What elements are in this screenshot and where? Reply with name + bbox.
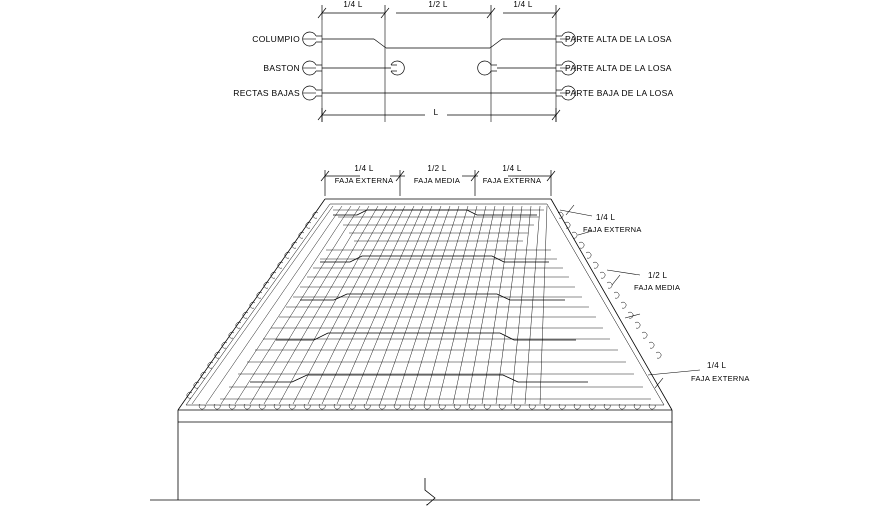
plan-top-zone-1-name: FAJA EXTERNA (334, 176, 394, 185)
plan-right-zone-1-dim: 1/4 L (596, 213, 616, 222)
plan-right-zone-2-dim: 1/2 L (648, 271, 668, 280)
bar-note-parte-baja: PARTE BAJA DE LA LOSA (565, 88, 674, 98)
bar-note-parte-alta-2: PARTE ALTA DE LA LOSA (565, 63, 672, 73)
break-symbol (425, 478, 435, 505)
top-dimension-label-1: 1/4 L (343, 0, 363, 9)
plan-top-zone-1-dim: 1/4 L (354, 164, 374, 173)
top-dimension-label-2: 1/2 L (428, 0, 448, 9)
slab-edge-front (178, 410, 672, 422)
rebar-longitudinal-family (192, 206, 547, 404)
plan-top-zone-2-dim: 1/2 L (427, 164, 447, 173)
bar-rectas-bajas (303, 86, 576, 100)
overall-dimension-L (318, 108, 560, 122)
plan-right-zone-3-name: FAJA EXTERNA (691, 374, 750, 383)
bar-note-parte-alta-1: PARTE ALTA DE LA LOSA (565, 34, 672, 44)
rebar-hooks-left-edge (187, 212, 318, 398)
plan-top-zone-2-name: FAJA MEDIA (413, 176, 461, 185)
rebar-transverse-family (220, 210, 651, 399)
plan-right-zone-3-dim: 1/4 L (707, 361, 727, 370)
top-dimension-label-3: 1/4 L (513, 0, 533, 9)
bar-label-rectas-bajas: RECTAS BAJAS (233, 88, 300, 98)
plan-top-zone-3-name: FAJA EXTERNA (482, 176, 542, 185)
overall-dimension-label-L: L (433, 108, 439, 117)
rebar-bent-columpio-group (250, 210, 588, 382)
bar-label-baston: BASTON (263, 63, 300, 73)
plan-top-zone-3-dim: 1/4 L (502, 164, 522, 173)
bar-columpio (303, 32, 576, 48)
plan-right-zone-1-name: FAJA EXTERNA (583, 225, 642, 234)
bar-baston (303, 61, 576, 75)
plan-right-zone-2-name: FAJA MEDIA (634, 283, 681, 292)
bar-label-columpio: COLUMPIO (252, 34, 300, 44)
